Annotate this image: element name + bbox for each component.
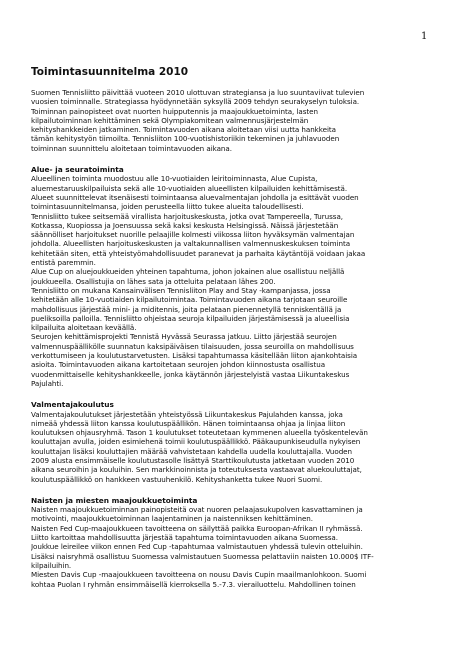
- intro-paragraph: [31, 88, 437, 153]
- text-line: Suomen Tennisliitto päivittää vuoteen 2010 ulottuvan strategiansa ja luo suuntaviivat tulevien: [31, 88, 365, 97]
- page-number: 1: [421, 31, 428, 42]
- section-heading-maajoukkue: Naisten ja miesten maajoukkuetoiminta: [31, 495, 198, 505]
- text-line: kehitetään alle 10-vuotiaiden kilpailutoimintaa. Toimintavuoden aikana tarjotaan seuroille: [31, 295, 348, 305]
- text-line: motivointi, maajoukkuetoiminnan laajentaminen ja naistenniksen kehittäminen.: [31, 514, 313, 524]
- text-line: Naisten Fed Cup-maajoukkueen tavoitteena on säilyttää paikka Euroopan-Afrikan II ryhmässä.: [31, 523, 363, 533]
- text-line: pueliksoilla palloilla. Tennisliitto ohjeistaa seuroja kilpailuiden järjestämisessä ja alueellisia: [31, 313, 350, 323]
- text-line: asioita. Toimintavuoden aikana kartoitetaan seurojen johdon kiinnostusta osallistua: [31, 360, 326, 370]
- text-line: aikana seuroihin ja kouluihin. Sen markkinoinnista ja toteutuksesta vastaavat aluekouluttajat,: [31, 465, 362, 475]
- text-line: kouluttajan lisäksi kouluttajien määrää vahvistetaan kahdella uudella kouluttajalla. Vuoden: [31, 446, 353, 456]
- text-line: valmennuspäällikölle suunnatun kaksipäiväisen tilaisuuden, jossa seuroilla on mahdollisuus: [31, 341, 354, 351]
- text-line: toimintasuunnitelmansa, joiden perusteella liitto tukee alueita taloudellisesti.: [31, 202, 304, 212]
- text-line: Joukkue leireilee viikon ennen Fed Cup -tapahtumaa valmistautuen yhdessä tulevin otteluihin.: [31, 542, 363, 552]
- text-line: joukkueella. Osallistujia on lähes sata ja otteluita pelataan lähes 200.: [31, 276, 276, 286]
- text-line: Alue Cup on aluejoukkueiden yhteinen tapahtuma, johon jokainen alue osallistuu neljällä: [31, 267, 345, 277]
- text-line: Lisäksi naisryhmä osallistuu Suomessa valmistautuen Suomessa pelattaviin naisten 10.000$ ITF-: [31, 551, 374, 561]
- text-line: Tennisliitto on mukana Kansainvälisen Tennisliiton Play and Stay -kampanjassa, jossa: [31, 285, 331, 295]
- text-line: toiminnan suunnittelu aloitetaan toimintavuoden aikana.: [31, 143, 232, 153]
- document-body: [31, 66, 437, 589]
- text-line: kehitetään siten, että yhteistyömahdollisuudet paranevat ja parhaita käytäntöjä voidaan jakaa: [31, 248, 366, 258]
- text-line: kouluttajan avulla, joiden esimiehenä toimii koulutuspäällikkö. Pääkaupunkiseudulla nykyisen: [31, 437, 361, 447]
- text-line: Seurojen kehittämisprojekti Tennistä Hyvässä Seurassa jatkuu. Liitto järjestää seurojen: [31, 332, 337, 342]
- text-line: Pajulahti.: [31, 378, 64, 388]
- text-line: kehityshankkeiden jatkaminen. Toimintavuoden aikana aloitetaan viisi uutta hankkeita: [31, 125, 336, 135]
- text-line: vuodenmittaiselle kehityshankkeelle, jonka käytännön järjestelyistä vastaa Liikuntakeskus: [31, 369, 350, 379]
- section-body-valmentajakoulutus: [31, 410, 437, 484]
- text-line: aluemestaruuskilpailuista sekä alle 10-vuotiaiden alueellisten kilpailuiden kehittämisestä.: [31, 183, 348, 193]
- document-title: Toimintasuunnitelma 2010: [31, 66, 189, 78]
- text-line: Valmentajakoulutukset järjestetään yhteistyössä Liikuntakeskus Pajulahden kanssa, joka: [31, 409, 343, 419]
- text-line: Liitto kartoittaa mahdollisuutta järjestää tapahtuma toimintavuoden aikana Suomessa.: [31, 533, 338, 543]
- text-line: entistä paremmin.: [31, 258, 96, 268]
- text-line: Naisten maajoukkuetoiminnan painopisteitä ovat nuoren pelaajasukupolven kasvattaminen ja: [31, 505, 363, 515]
- text-line: kilpailuita aloitetaan keväällä.: [31, 323, 137, 333]
- text-line: säännölliset harjoitukset nuorille pelaajille kolmesti viikossa liiton hyväksymän valmentajan: [31, 230, 355, 240]
- text-line: koulutuspäällikkö on hankkeen vastuuhenkilö. Kehityshanketta tukee Nuori Suomi.: [31, 474, 323, 484]
- text-line: nimeää yhdessä liiton kanssa koulutuspäällikön. Hänen toimintaansa ohjaa ja linjaa liiton: [31, 418, 346, 428]
- text-line: verkottumiseen ja koulutustarvetusten. Lisäksi tapahtumassa käsitellään liiton ajankohtaisia: [31, 351, 358, 361]
- section-heading-valmentajakoulutus: Valmentajakoulutus: [31, 400, 114, 410]
- section-body-maajoukkue: [31, 505, 437, 589]
- text-line: 2009 alusta ensimmäiselle koulutustasolle lisättyä Starttikoulutusta jatketaan vuoden 2010: [31, 455, 355, 465]
- text-line: Miesten Davis Cup -maajoukkueen tavoitteena on nousu Davis Cupin maailmanlohkoon. Suomi: [31, 570, 367, 580]
- text-line: tämän kehitystyön tiimoilta. Tennisliiton 100-vuotishistoriikin tekeminen ja juhlavuoden: [31, 134, 340, 144]
- text-line: Tennisliitto tukee seitsemää virallista harjoituskeskusta, jotka ovat Tampereella, Turussa,: [31, 211, 343, 221]
- text-line: kilpailutoiminnan kehittäminen sekä Olympiakomitean valmennusjärjestelmän: [31, 115, 309, 125]
- text-line: mahdollisuus järjestää mini- ja miditennis, joita pelataan pienennetyllä tenniskentällä ja: [31, 304, 342, 314]
- text-line: Alueellinen toiminta muodostuu alle 10-vuotiaiden leiritoiminnasta, Alue Cupista,: [31, 174, 318, 184]
- text-line: koulutuksen ohjausryhmä. Tason 1 koulutukset toteutetaan kymmenen alueella työskentelevän: [31, 428, 368, 438]
- section-heading-alue-seura: Alue- ja seuratoiminta: [31, 165, 124, 175]
- text-line: kohtaa Puolan I ryhmän ensimmäisellä kierroksella 5.-7.3. vierailuottelu. Mahdollinen toinen: [31, 579, 356, 589]
- text-line: kilpailuihin.: [31, 560, 72, 570]
- text-line: vuosien toiminnalle. Strategiassa hyödynnetään syksyllä 2009 tehdyn seurakyselyn tuloksia.: [31, 97, 360, 107]
- text-line: Alueet suunnittelevat itsenäisesti toimintaansa aluevalmentajan johdolla ja esittävät vuoden: [31, 192, 359, 202]
- text-line: johdolla. Alueellisten harjoituskeskusten ja valtakunnallisen valmennuskeskuksen toiminta: [31, 239, 351, 249]
- section-body-alue-seura: [31, 174, 437, 388]
- text-line: Toiminnan painopisteet ovat nuorten huipputennis ja maajoukkuetoiminta, lasten: [31, 106, 318, 116]
- text-line: Kotkassa, Kuopiossa ja Joensuussa sekä kaksi keskusta Helsingissä. Näissä järjestetään: [31, 220, 339, 230]
